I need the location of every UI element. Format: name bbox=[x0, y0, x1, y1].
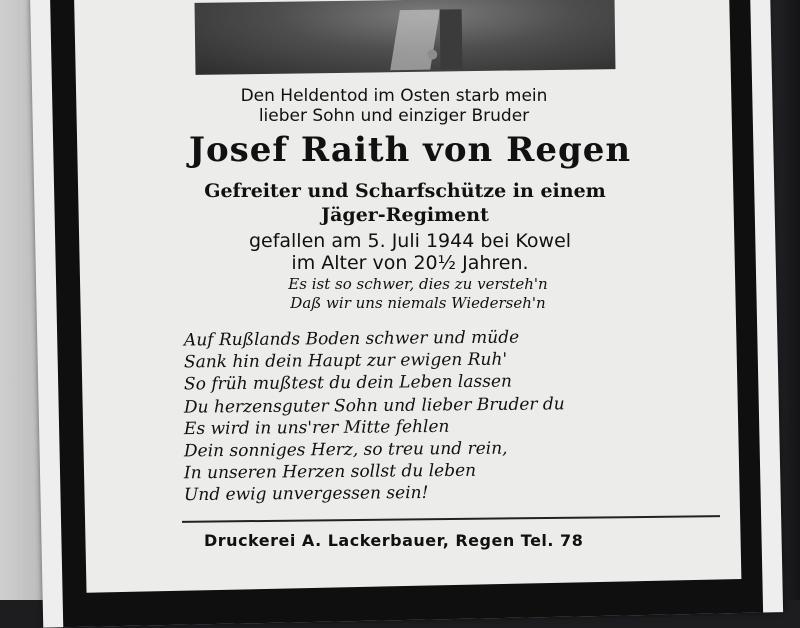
uniform-lapel bbox=[440, 9, 463, 69]
printer-credit: Druckerei A. Lackerbauer, Regen Tel. 78 bbox=[204, 531, 584, 550]
poem-line: Sank hin dein Haupt zur ewigen Ruh' bbox=[183, 349, 508, 373]
poem-line: In unseren Herzen sollst du leben bbox=[183, 460, 477, 484]
motto-line-1: Es ist so schwer, dies zu versteh'n bbox=[288, 275, 548, 293]
deceased-name: Josef Raith von Regen bbox=[188, 130, 632, 170]
intro-line-2: lieber Sohn und einziger Bruder bbox=[258, 106, 530, 126]
rank-line-2: Jäger-Regiment bbox=[321, 204, 489, 226]
intro-line-1: Den Heldentod im Osten starb mein bbox=[240, 86, 548, 106]
portrait-photo bbox=[195, 0, 616, 75]
rank-line-1: Gefreiter und Scharfschütze in einem bbox=[204, 180, 606, 202]
death-line-2: im Alter von 20½ Jahren. bbox=[291, 252, 529, 274]
poem-line: So früh mußtest du dein Leben lassen bbox=[183, 371, 513, 395]
poem-line: Du herzensguter Sohn und lieber Bruder du bbox=[183, 393, 565, 418]
uniform-button bbox=[427, 50, 437, 60]
motto-line-2: Daß wir uns niemals Wiederseh'n bbox=[290, 294, 546, 312]
uniform-collar bbox=[390, 10, 440, 71]
poem-line: Und ewig unvergessen sein! bbox=[183, 483, 429, 506]
poem-line: Auf Rußlands Boden schwer und müde bbox=[183, 327, 520, 351]
poem-line: Es wird in uns'rer Mitte fehlen bbox=[183, 416, 450, 439]
poem-line: Dein sonniges Herz, so treu und rein, bbox=[183, 438, 508, 462]
death-line-1: gefallen am 5. Juli 1944 bei Kowel bbox=[248, 230, 572, 252]
